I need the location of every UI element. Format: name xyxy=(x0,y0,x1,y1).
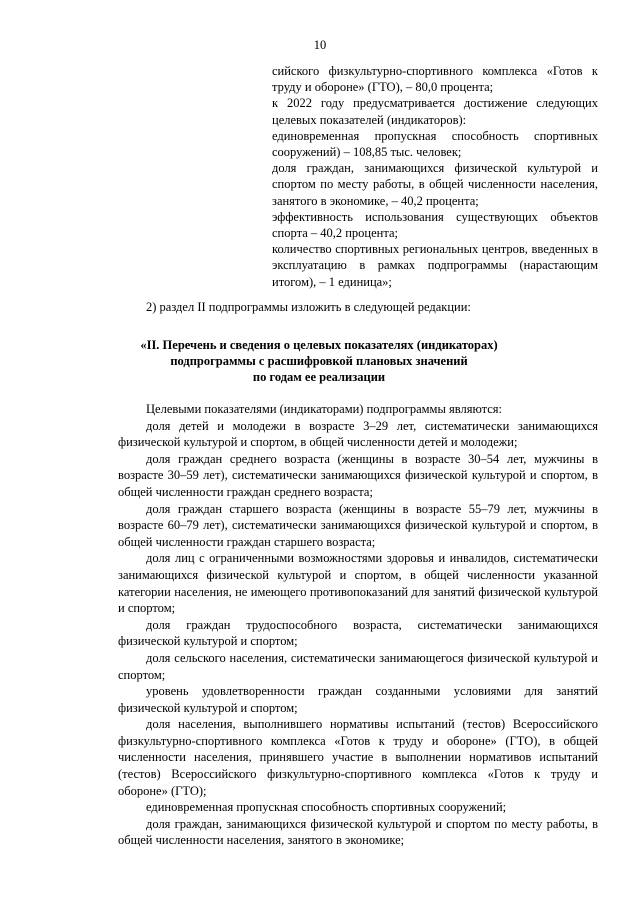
indicators-list xyxy=(118,401,598,849)
body-paragraph: доля граждан среднего возраста (женщины в возрасте 30–54 лет, мужчины в возрасте 30–59 лет), систематически занимающихся физической культурой и спортом, в общей численности граждан среднего возраста; xyxy=(118,451,598,499)
section-heading xyxy=(118,337,520,386)
continuation-block xyxy=(272,63,598,290)
body-paragraph: доля граждан, занимающихся физической культурой и спортом по месту работы, в общей численности населения, занятого в экономике; xyxy=(118,816,598,848)
continuation-paragraph: доля граждан, занимающихся физической культурой и спортом по месту работы, в общей численности населения, занятого в экономике, – 40,2 процента; xyxy=(272,161,598,208)
body-paragraph: доля детей и молодежи в возрасте 3–29 лет, систематически занимающихся физической культурой и спортом, в общей численности детей и молодежи; xyxy=(118,418,598,450)
body-paragraph: доля населения, выполнившего нормативы испытаний (тестов) Всероссийского физкультурно-спортивного комплекса «Готов к труду и обороне» (ГТО), в общей численности населения, принявшего участие в выполнении нормативов испытаний (тестов) Всероссийского физкультурно-спортивного комплекса «Готов к труду и обороне» (ГТО); xyxy=(118,717,598,798)
page-number: 10 xyxy=(313,38,327,52)
continuation-paragraph: к 2022 году предусматривается достижение следующих целевых показателей (индикаторов): xyxy=(272,96,598,127)
continuation-paragraph: сийского физкультурно-спортивного комплекса «Готов к труду и обороне» (ГТО), – 80,0 процента; xyxy=(272,64,598,95)
continuation-paragraph: эффективность использования существующих объектов спорта – 40,2 процента; xyxy=(272,209,598,241)
body-paragraph: доля граждан трудоспособного возраста, систематически занимающихся физической культурой и спортом; xyxy=(118,617,598,649)
body-paragraph: Целевыми показателями (индикаторами) подпрограммы являются: xyxy=(146,402,503,416)
body-paragraph: доля сельского населения, систематически занимающегося физической культурой и спортом; xyxy=(118,650,598,682)
section-heading-line: по годам ее реализации xyxy=(252,370,386,385)
body-paragraph: единовременная пропускная способность спортивных сооружений; xyxy=(146,800,507,815)
body-paragraph: доля лиц с ограниченными возможностями здоровья и инвалидов, систематически занимающихся физической культурой и спортом, в общей численности указанной категории населения, не имеющего противопоказаний для занятий физической культурой и спортом; xyxy=(118,551,598,616)
body-paragraph: уровень удовлетворенности граждан созданными условиями для занятий физической культурой и спортом; xyxy=(118,684,598,715)
amendment-item-2: 2) раздел II подпрограммы изложить в следующей редакции: xyxy=(146,300,471,314)
body-paragraph: доля граждан старшего возраста (женщины в возрасте 55–79 лет, мужчины в возрасте 60–79 лет), систематически занимающихся физической культурой и спортом, в общей численности граждан старшего возраста; xyxy=(118,501,598,549)
continuation-paragraph: единовременная пропускная способность спортивных сооружений) – 108,85 тыс. человек; xyxy=(272,128,598,160)
continuation-paragraph: количество спортивных региональных центров, введенных в эксплуатацию в рамках подпрограммы (нарастающим итогом), – 1 единица»; xyxy=(272,242,598,289)
section-heading-line: «II. Перечень и сведения о целевых показателях (индикаторах) xyxy=(140,338,498,352)
section-heading-line: подпрограммы с расшифровкой плановых значений xyxy=(170,354,468,369)
